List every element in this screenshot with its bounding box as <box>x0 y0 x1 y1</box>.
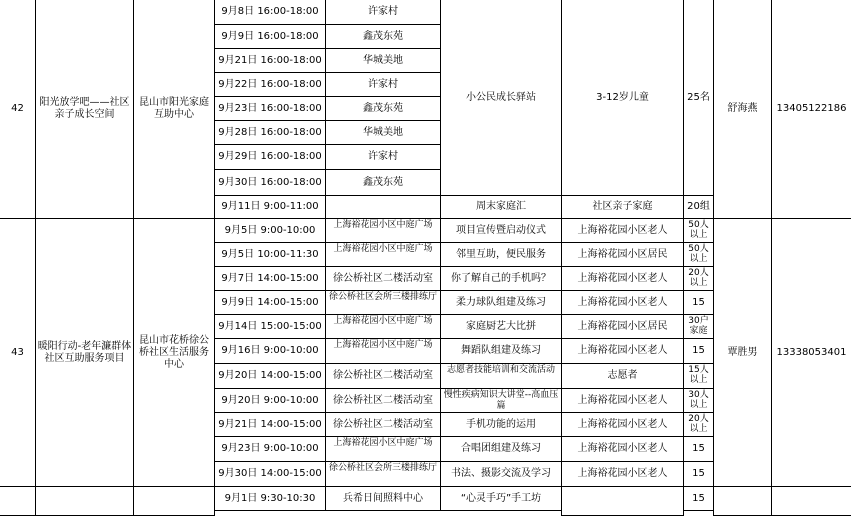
time-cell: 9月9日 14:00-15:00 <box>214 290 326 315</box>
target-cell: 上海裕花园小区老人 <box>561 412 684 437</box>
phone-cell: 13405122186 <box>771 0 851 219</box>
row-number-cell: 43 <box>0 218 36 487</box>
time-cell: 9月16日 9:00-10:00 <box>214 338 326 364</box>
time-cell: 9月30日 14:00-15:00 <box>214 461 326 487</box>
target-cell: 上海裕花园小区居民 <box>561 314 684 339</box>
target-cell: 上海裕花园小区老人 <box>561 461 684 487</box>
place-cell: 上海裕花园小区中庭广场 <box>325 338 441 364</box>
target-cell: 3-12岁儿童 <box>561 0 684 196</box>
count-cell: 30人以上 <box>683 388 714 413</box>
target-cell: 上海裕花园小区老人 <box>561 218 684 243</box>
place-cell: 徐公桥社区会所三楼排练厅 <box>325 461 441 487</box>
time-cell: 9月21日 16:00-18:00 <box>214 48 326 73</box>
contact-cell: 覃胜男 <box>713 218 772 487</box>
activity-cell: 柔力球队组建及练习 <box>440 290 562 315</box>
activity-cell: 项目宣传暨启动仪式 <box>440 218 562 243</box>
count-cell: 15 <box>683 486 714 511</box>
place-cell: 许家村 <box>325 72 441 97</box>
place-cell: 徐公桥社区二楼活动室 <box>325 363 441 389</box>
place-cell: 鑫茂东苑 <box>325 96 441 121</box>
activity-cell: 你了解自己的手机吗？ <box>440 266 562 291</box>
place-cell: 上海裕花园小区中庭广场 <box>325 242 441 267</box>
activity-cell: 小公民成长驿站 <box>440 0 562 196</box>
activity-cell: 志愿者技能培训和交流活动 <box>440 363 562 389</box>
project-name-cell <box>35 486 134 516</box>
activity-cell: 舞蹈队组建及练习 <box>440 338 562 364</box>
place-cell: 徐公桥社区二楼活动室 <box>325 388 441 413</box>
activity-cell: 书法、摄影交流及学习 <box>440 461 562 487</box>
count-cell: 20人以上 <box>683 412 714 437</box>
time-cell: 9月29日 16:00-18:00 <box>214 144 326 170</box>
activity-cell: 手机功能的运用 <box>440 412 562 437</box>
time-cell: 9月21日 14:00-15:00 <box>214 412 326 437</box>
activity-cell: 家庭厨艺大比拼 <box>440 314 562 339</box>
count-cell: 15 <box>683 461 714 487</box>
project-name-cell: 阳光放学吧——社区亲子成长空间 <box>35 0 134 219</box>
time-cell: 9月5日 10:00-11:30 <box>214 242 326 267</box>
target-cell: 社区亲子家庭 <box>561 195 684 219</box>
project-name-cell: 暖阳行动-老年濂群体社区互助服务项目 <box>35 218 134 487</box>
place-cell: 华城美地 <box>325 48 441 73</box>
count-cell: 15 <box>683 436 714 462</box>
count-cell: 25名 <box>683 0 714 196</box>
row-number-cell: 42 <box>0 0 36 219</box>
place-cell: 许家村 <box>325 0 441 25</box>
time-cell: 9月23日 9:00-10:00 <box>214 436 326 462</box>
time-cell: 9月30日 16:00-18:00 <box>214 169 326 196</box>
place-cell: 上海裕花园小区中庭广场 <box>325 314 441 339</box>
target-cell: 上海裕花园小区老人 <box>561 338 684 364</box>
organization-cell: 昆山市阳光家庭互助中心 <box>133 0 215 219</box>
place-cell: 鑫茂东苑 <box>325 169 441 196</box>
target-cell: 上海裕花园小区老人 <box>561 290 684 315</box>
place-cell: 徐公桥社区会所三楼排练厅 <box>325 290 441 315</box>
place-cell <box>325 195 441 219</box>
target-cell: 上海裕花园小区老人 <box>561 266 684 291</box>
target-cell <box>561 486 684 516</box>
activity-cell: 邻里互助，便民服务 <box>440 242 562 267</box>
count-cell: 15 <box>683 290 714 315</box>
activity-cell: “心灵手巧”手工坊 <box>440 486 562 511</box>
activity-cell: 慢性疾病知识大讲堂--高血压篇 <box>440 388 562 413</box>
count-cell: 20人以上 <box>683 266 714 291</box>
place-cell: 上海裕花园小区中庭广场 <box>325 218 441 243</box>
place-cell: 上海裕花园小区中庭广场 <box>325 436 441 462</box>
target-cell: 上海裕花园小区老人 <box>561 388 684 413</box>
activity-cell: 合唱团组建及练习 <box>440 436 562 462</box>
count-cell: 15人以上 <box>683 363 714 389</box>
organization-cell <box>133 486 215 516</box>
time-cell: 9月20日 9:00-10:00 <box>214 388 326 413</box>
count-cell: 50人以上 <box>683 242 714 267</box>
phone-cell <box>771 486 851 516</box>
time-cell: 9月22日 16:00-18:00 <box>214 72 326 97</box>
count-cell: 20组 <box>683 195 714 219</box>
place-cell: 鑫茂东苑 <box>325 24 441 49</box>
place-cell: 兵希日间照料中心 <box>325 486 441 511</box>
time-cell: 9月9日 16:00-18:00 <box>214 24 326 49</box>
time-cell: 9月1日 9:30-10:30 <box>214 486 326 511</box>
place-cell: 徐公桥社区二楼活动室 <box>325 266 441 291</box>
place-cell: 华城美地 <box>325 120 441 145</box>
time-cell: 9月23日 16:00-18:00 <box>214 96 326 121</box>
contact-cell <box>713 486 772 516</box>
count-cell: 30户家庭 <box>683 314 714 339</box>
time-cell: 9月8日 16:00-18:00 <box>214 0 326 25</box>
time-cell: 9月11日 9:00-11:00 <box>214 195 326 219</box>
time-cell: 9月5日 9:00-10:00 <box>214 218 326 243</box>
count-cell: 50人以上 <box>683 218 714 243</box>
time-cell: 9月14日 15:00-15:00 <box>214 314 326 339</box>
target-cell: 上海裕花园小区老人 <box>561 436 684 462</box>
row-number-cell <box>0 486 36 516</box>
target-cell: 上海裕花园小区居民 <box>561 242 684 267</box>
phone-cell: 13338053401 <box>771 218 851 487</box>
time-cell: 9月20日 14:00-15:00 <box>214 363 326 389</box>
contact-cell: 舒海燕 <box>713 0 772 219</box>
time-cell: 9月7日 14:00-15:00 <box>214 266 326 291</box>
time-cell: 9月28日 16:00-18:00 <box>214 120 326 145</box>
target-cell: 志愿者 <box>561 363 684 389</box>
place-cell: 许家村 <box>325 144 441 170</box>
activity-cell: 周末家庭汇 <box>440 195 562 219</box>
count-cell: 15 <box>683 338 714 364</box>
place-cell: 徐公桥社区二楼活动室 <box>325 412 441 437</box>
organization-cell: 昆山市花桥徐公桥社区生活服务中心 <box>133 218 215 487</box>
